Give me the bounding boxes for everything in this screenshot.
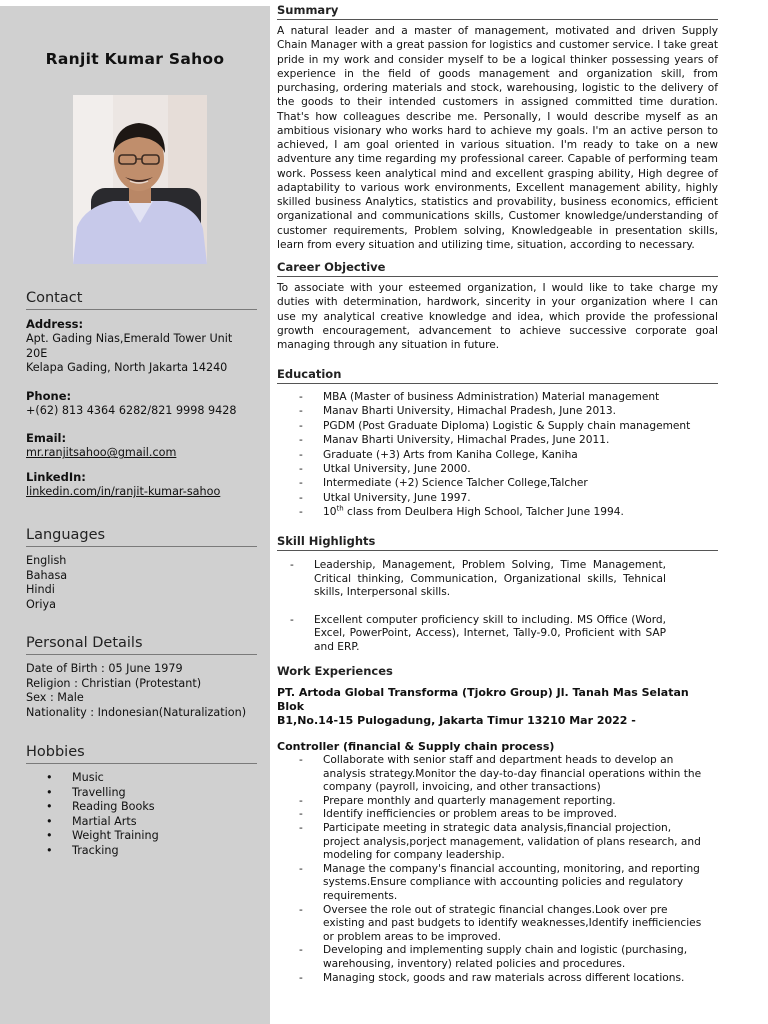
address-line: Apt. Gading Nias,Emerald Tower Unit — [26, 332, 233, 345]
personal-detail: Religion : Christian (Protestant) — [26, 676, 202, 690]
languages-section — [26, 527, 257, 612]
linkedin-label: LinkedIn: — [26, 469, 86, 484]
personal-details-heading: Personal Details — [26, 635, 257, 655]
career-objective-heading: Career Objective — [277, 260, 718, 277]
work-item: - Developing and implementing supply chain and logistic (purchasing, warehousing, inventory) related policies and procedures. — [277, 944, 703, 971]
contact-heading: Contact — [26, 290, 257, 310]
skills-section — [277, 534, 718, 655]
education-item: - Manav Bharti University, Himachal Pradesh, June 2013. — [277, 404, 717, 418]
personal-detail: Date of Birth : 05 June 1979 — [26, 662, 183, 675]
hobbies-heading: Hobbies — [26, 744, 257, 764]
language-item: Oriya — [26, 597, 56, 611]
skills-heading: Skill Highlights — [277, 534, 718, 551]
hobby-item: • Reading Books — [26, 800, 257, 815]
language-item: Hindi — [26, 583, 55, 597]
education-item: - MBA (Master of business Administration) Material management — [277, 390, 717, 404]
education-section — [277, 367, 718, 384]
school-text: class from Deulbera High School, Talcher June 1994. — [343, 506, 624, 519]
work-item: - Collaborate with senior staff and department heads to develop an analysis strategy.Monitor the day-to-day financial operations within the company (payroll, invoicing, and other transactions) — [277, 754, 703, 795]
hobby-item: • Tracking — [26, 844, 257, 859]
summary-text: A natural leader and a master of management, motivated and driven Supply Chain Manager with a great passion for logistics and customer service. I take great pride in my work and consider myself to be a logical thinker possessing years of experience in the field of goods management and organization skill, from purchasing, ordering materials and stock, warehousing, logistic to the delivery of the goods to their intended customers in assigned committed time duration. That's how colleagues describe me. Personally, I would describe myself as an ambitious visionary who works hard to achieve my goals. I'm an active person to achieved, I am goal oriented in various situation. I'm ready to take on a new adventure any time regarding my professional career. Capable of performing team work. Possess keen analytical mind and excellent grasping ability, High degree of adaptability to various work environments, Excellent management ability, highly skilled business Analytics, statistics and provability, business economics, efficient organizational and communications skills, Customer knowledge/understanding of customer requirements, Problem solving, Knowledgeable in presentation skills, learn from every situation and utilizing time, situation, according to necessary. — [277, 25, 718, 251]
person-photo-icon — [73, 95, 207, 264]
language-item: Bahasa — [26, 568, 68, 582]
work-item: - Identify inefficiencies or problem areas to be improved. — [277, 808, 703, 822]
hobby-item: • Weight Training — [26, 829, 257, 844]
linkedin-link[interactable]: linkedin.com/in/ranjit-kumar-sahoo — [26, 484, 221, 498]
hobby-item: • Music — [26, 771, 257, 786]
work-item: - Manage the company's financial accounting, monitoring, and reporting systems.Ensure compliance with accounting policies and regulatory requirements. — [277, 863, 703, 904]
education-item: - Manav Bharti University, Himachal Prades, June 2011. — [277, 433, 717, 447]
work-heading: Work Experiences — [277, 664, 393, 678]
education-item: - Utkal University, June 2000. — [277, 462, 717, 476]
phone-value: +(62) 813 4364 6282/821 9998 9428 — [26, 403, 237, 417]
hobbies-section — [26, 744, 257, 859]
skill-item: - Leadership, Management, Problem Solving, Time Management, Critical thinking, Communication, Organizational skills, Tehnical skills, Interpersonal skills. — [277, 559, 666, 600]
skill-item: - Excellent computer proficiency skill to including. MS Office (Word, Excel, PowerPoint, Access), Internet, Tally-9.0, Proficient with SAP and ERP. — [277, 614, 666, 655]
hobby-item: • Martial Arts — [26, 815, 257, 830]
education-item: - Utkal University, June 1997. — [277, 491, 717, 505]
hobby-item: • Travelling — [26, 786, 257, 801]
education-item — [277, 505, 717, 519]
personal-detail: Sex : Male — [26, 691, 84, 705]
grade-number: 10 — [323, 506, 337, 519]
education-item: - Graduate (+3) Arts from Kaniha College, Kaniha — [277, 448, 717, 462]
summary-heading: Summary — [277, 3, 718, 20]
work-item: - Participate meeting in strategic data analysis,financial projection, project analysis,porject management, validation of plans research, and modeling for company leadership. — [277, 822, 703, 863]
company-line: PT. Artoda Global Transforma (Tjokro Group) Jl. Tanah Mas Selatan Blok — [277, 686, 689, 713]
company-line: B1,No.14-15 Pulogadung, Jakarta Timur 13210 Mar 2022 - — [277, 714, 636, 727]
grade-suffix: th — [336, 504, 344, 513]
phone-label: Phone: — [26, 388, 72, 403]
summary-section — [277, 3, 718, 252]
education-heading: Education — [277, 367, 718, 384]
email-link[interactable]: mr.ranjitsahoo@gmail.com — [26, 446, 177, 460]
personal-details-section — [26, 635, 257, 720]
job-role: Controller (financial & Supply chain process) — [277, 740, 555, 753]
education-item: - Intermediate (+2) Science Talcher College,Talcher — [277, 476, 717, 490]
profile-photo — [73, 95, 207, 264]
career-objective-text: To associate with your esteemed organization, I would like to take charge my duties with determination, hardwork, sincerity in your organization where I can use my analytical creative knowledge and idea, which provide the professional growth encouragement, advancement to achieve successive corporate goal managing through any situation in future. — [277, 282, 718, 351]
language-item: English — [26, 554, 67, 567]
work-section — [277, 664, 718, 985]
address-label: Address: — [26, 317, 84, 331]
work-item: - Oversee the role out of strategic financial changes.Look over pre existing and past budgets to identify weaknesses,Identify inefficiencies or problem areas to be improved. — [277, 904, 703, 945]
career-objective-section — [277, 260, 718, 352]
work-item: - Prepare monthly and quarterly management reporting. — [277, 795, 703, 809]
education-list — [277, 390, 717, 520]
contact-section — [26, 290, 257, 500]
education-item: - PGDM (Post Graduate Diploma) Logistic & Supply chain management — [277, 419, 717, 433]
address-line: Kelapa Gading, North Jakarta 14240 — [26, 361, 228, 375]
email-label: Email: — [26, 431, 67, 446]
address-line: 20E — [26, 346, 48, 360]
work-item: - Managing stock, goods and raw materials across different locations. — [277, 972, 703, 986]
candidate-name: Ranjit Kumar Sahoo — [45, 50, 225, 68]
personal-detail: Nationality : Indonesian(Naturalization) — [26, 705, 247, 719]
languages-heading: Languages — [26, 527, 257, 547]
